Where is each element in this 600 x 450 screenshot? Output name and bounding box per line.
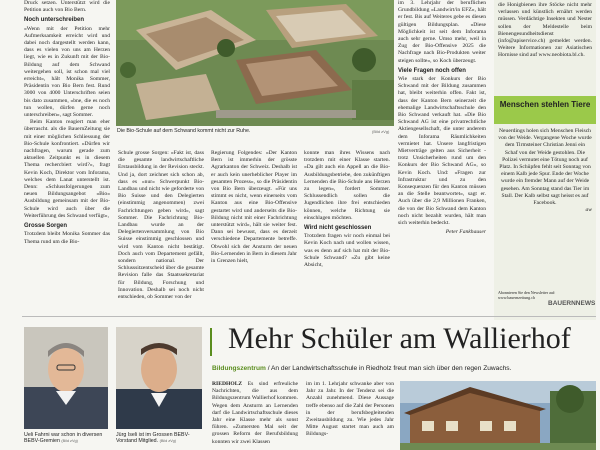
farm-building-photo — [400, 381, 596, 450]
portrait-2-credit: (Bild zVg) — [159, 439, 177, 443]
village-photo-credit: (Bild zVg) — [372, 129, 390, 134]
column-c — [304, 150, 390, 269]
sidebar-signoff: aw — [585, 207, 592, 214]
colB-text: Regierung Folgendes: «Der Kanton Bern ist immerhin der grösste Agrarkanton der Schweiz. Deshalb ist er auch kein unerheblicher Player im gesamten Prozess», so die Präsidentin von Bio Bern überzeugt. «Für uns stimmt es nicht, wenn einerseits vom Kanton aus eine Bio-Offensive gestartet wird und anderseits die Bio-Bildung nicht mit einer Fachrichtung unterstützt wird», hält sie weiter fest. Dann sei bewusst, dass es derzeit verschiedene Departemente betreffe. Obwohl sich der Ansturm der neuen Bio-Lernenden in Bern in diesem Jahr in Grenzen hielt, — [211, 150, 297, 265]
column-2 — [398, 0, 486, 237]
farm-building-image — [400, 381, 596, 450]
col2-heading: Viele Fragen noch offen — [398, 67, 466, 74]
col1-paragraph-3: Trotzdem bleibt Monika Sommer das Thema rund um die Bio- — [24, 231, 110, 245]
article2-colB-text: im im 1. Lehrjahr schwanke aber von Jahr zu Jahr. In der Tendenz sei die Anzahl zunehmend. Diese Aussage treffe ebenso auf die Zahl der Personen in der berufsbegleitenden Zweitausbildung zu. Wie jedes Jahr Mitte August startet man auch am Bildungs- — [306, 381, 394, 438]
portrait-photo-1 — [24, 327, 108, 429]
col1-paragraph-1: «Wenn mit der Petition mehr Aufmerksamkeit erreicht wird und dabei noch dargestellt werden kann, dass es vielen von uns am Herzen liegt, wie es in Zukunft mit der Bio-Bildung auf dem Schwand weitergehen soll, ist schon mal viel erreicht», hält Monika Sommer, Präsidentin von Bio Bern fest. Rund 3000 von 4000 Unterschriften seien bis dato zusammen, «bne, die es noch tun wollen, dürfen gerne noch unterschreiben», sagt Sommer. — [24, 25, 110, 119]
headline-accent-bar — [210, 328, 212, 356]
colC-paragraph-2: Trotzdem fragen wir noch einmal bei Kevin Koch nach und wollen wissen, was es denn auf sich hat mit der Bio-Schule Schwand? «Zu gibt keine Absicht, — [304, 233, 390, 269]
colC-paragraph-1: konnte man ihres Wissens nach trotzdem mit einer Klasse starten. «Da gilt auch ein Appell an die Bio-Ausbildungsbetriebe, den zukünftigen Lernenden die Bio-Schule ans Herzen zu legen», fordert Sommer. Schlussendlich sollen die Jugendlichen ihre frei entschieden können, welche Richtung sie einschlagen möchten. — [304, 150, 390, 221]
portrait-photo-2 — [116, 327, 202, 429]
col1-paragraph-2: Beim Kanton reagiert man eher überrascht. als die BauernZeitung sie mit einer möglichen Schliessung der Bio-Schule konfrontiert. «Dürfen wir nachfragen, warum gerade zum aktuellen Zeitpunkt es in diesem Thema rechercbiert wird?», fragt Kevin Koch, Direktor vom Inforama, welches dem Lanat unterstellt ist. Denn: «Schlussfolgerungen zum neuen Bildungsangebot «Bio» Ausbildung gemeinsam mit der Bio-Schule wird auch über die Weiterführung des Schwand verfügt», — [24, 119, 110, 219]
portrait-1-image — [24, 327, 108, 429]
article-headline: Mehr Schüler am Wallierhof — [228, 322, 571, 355]
portrait-2-caption — [116, 432, 204, 444]
portrait-2-caption-text: Jürg Iseli ist im Grossen BEBV-Vorstand Mitglied. — [116, 432, 190, 444]
article2-colA-text: Es sind erfreuliche Nachrichten, die aus dem Bildungszentrum Wallierhof kommen. Wegen dem Ansturm an Lernenden darf die Landwirtschaftsschule dieses Jahr eine Klasse mehr als sonst führen. «Zumersten Mal seit der grossen Reform der Berufsbildung konnten wir zwei Klassen — [212, 381, 299, 445]
colC-heading: Wird nicht geschlossen — [304, 225, 372, 232]
col1-intro: Druck setzen. Unterstützt wird die Petition auch von Bio Bern. — [24, 0, 110, 14]
section-divider — [22, 316, 596, 317]
sidebar-promo — [498, 290, 592, 300]
article-kicker: Bildungszentrum — [212, 365, 266, 372]
article2-dateline: RIEDHOLZ — [212, 381, 243, 387]
sidebar-promo-text: Abonnieren Sie den Newsletter auf: www.bauernzeitung.ch — [498, 290, 556, 300]
village-photo — [116, 0, 394, 126]
col2-top: im 3. Lehrjahr der beruflichen Grundbildung «Landwirt/in EFZ», hält er fest. Bis auf Weiteres gebe es diesen gültigen Bildungsplan. «Diese Möglichkeit ist seit dem Inforama auch sehr gerne. Umso mehr, weil in Zug der Bio-Offensive 2025 die Nachfrage nach Bio-Produkten weiter steigen sollte», so Koch überzeugt. — [398, 0, 486, 64]
sidebar-top-paragraph: die Honigbienen ihre Stöcke nicht mehr verlassen und künstlich ernährt werden müssen. Verdächtige Insekten und Nester sollen der Meldestelle beim Bienengesundheitsdienst (info@apiservice.ch) gemeldet werden. Weitere Informationen zur Asiatischen Hornisse sind auf www.neobiota.bl.ch. — [498, 2, 592, 59]
column-a — [118, 150, 204, 301]
article2-column-b — [306, 381, 394, 439]
col1-heading-1: Noch unterschreiben — [24, 17, 85, 24]
sidebar-highlight-title: Menschen stehlen Tiere — [499, 100, 591, 109]
col1-heading-2: Grosse Sorgen — [24, 223, 68, 230]
column-b — [211, 150, 297, 265]
column-1 — [24, 0, 110, 246]
colA-text: Schule grosse Sorgen: «Fakt ist, dass die gesamte landwirtschaftliche Erstausbildung in der Revision steckt. Und ja, dort zeichnet sich schon ab, dass es «nur» Schwerpunkt Bio-Landbau und nicht wie geforderte von Bio Suisse und den Delegierten (einstimmig angenommen) zwei Fachrichtungen geben wird», sagt Sommer. Die Fachrichtung Bio-Landbau wurde an der Delegiertenversammlung von Bio Suisse einstimmig geschlossen und wird vom Kanton nicht bestätigt. Doch auch vom Departement gefällt, sondern national. Der Schlusssitzentscheid über die gesamte Revision falle das Staatssekretariat für Bildung, Forschung und Innovation. Deshalb sei noch nicht entschieden, ob Sommer von der — [118, 150, 204, 301]
sidebar-body-text: Neuerdings holen sich Menschen Fleisch von der Weide. Vergangene Woche wurde dem Tirmsteiner Christian Jenni ein Schaf von der Weide gestohlen. Die Polizei vermutet eine Tötung noch auf Platz. In Schüpfen fehlt seit Sonntag von einem Kalb jede Spur. Ende der Woche wurde ein fremder Mann auf der Weide gesehen. Am Sonntag stand das Tier im Stall. Der Kalb selbst sagt heisst es auf Facebook. — [498, 128, 592, 207]
article-deck: / An der Landwirtschaftsschule in Riedholz freut man sich über den regen Zuwachs. — [267, 365, 512, 372]
sidebar-top-text — [498, 2, 592, 60]
article-subtitle — [212, 365, 511, 372]
village-photo-caption: Die Bio-Schule auf dem Schwand kommt nicht zur Ruhe. — [117, 128, 251, 134]
col2-author: Peter Fankhauser — [445, 229, 486, 236]
portrait-1-caption-text: Ueli Fahrni war schon in diversen BEBV-Gremien — [24, 432, 103, 444]
col2-body: Wie stark der Konkurs der Bio Schwand mit der Bildung zusammen hat, bleibt weiterhin offen. Fakt ist, dass der Kanton Bern seinerzeit die ehemalige Landwirtschaftsschule den Bio Schwand verkauft hat. «Die Bio Schwand AG ist eine privatrechtliche Aktiengesellschaft, die unter anderem dem Inforama Räumlichkeiten vermietet hat. Unsere langfristigen Mietverträge gelten aus Sicherheit - trotz Unsicherheiten rund um den Konkurs der Bio Schwand AG», so Kevin Koch. Und: «Fragen zur Infrastruktur und zu den Konsequenzen für den Kanton müssen an die Stelle beantwortet», sagt er. Auch über die 2,9 Millionen Franken, die von der Bio Schwand dem Kanton noch nicht bezahlt wurden, hält man sich weiterhin bedeckt. — [398, 76, 486, 227]
bauernnews-logo: BAUERNNEWS — [548, 300, 596, 307]
portrait-2-image — [116, 327, 202, 429]
portrait-1-credit: (Bild zVg) — [61, 439, 78, 443]
village-aerial-image — [116, 0, 394, 126]
portrait-1-caption — [24, 432, 110, 444]
article2-column-a — [212, 381, 298, 446]
sidebar-body — [498, 128, 592, 214]
sidebar-highlight-box — [494, 96, 596, 124]
